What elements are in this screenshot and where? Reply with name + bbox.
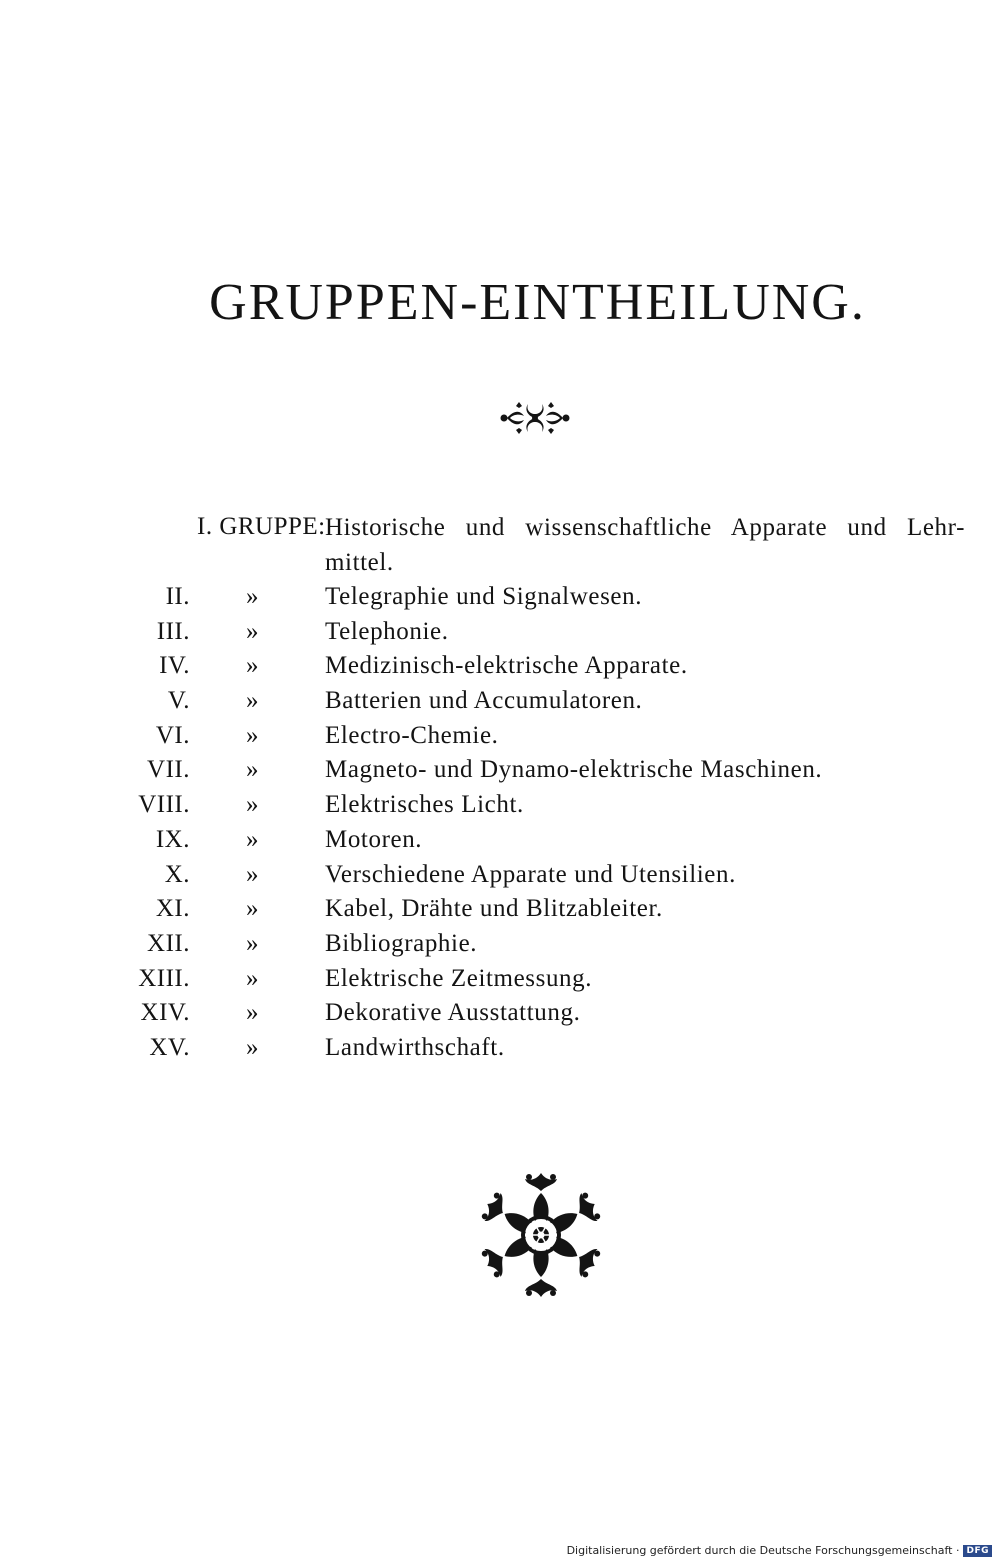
group-numeral: XIV.	[140, 999, 190, 1027]
digitization-credit	[567, 1544, 992, 1557]
group-name: Bibliographie.	[325, 929, 478, 957]
group-numeral: II.	[165, 583, 190, 610]
group-name: Magneto- und Dynamo-elektrische Maschinen.	[325, 756, 823, 784]
group-name: Motoren.	[325, 825, 423, 853]
group-numeral: XIII.	[138, 964, 190, 992]
ditto-mark: »	[246, 721, 259, 749]
group-name: Elektrische Zeitmessung.	[325, 964, 593, 992]
group-numeral: XII.	[147, 929, 190, 957]
group-numeral: X.	[164, 860, 190, 888]
list-item	[0, 684, 1000, 719]
ditto-mark: »	[246, 687, 259, 715]
ditto-mark: »	[246, 652, 259, 680]
group-numeral: XV.	[149, 1033, 190, 1061]
group-numeral: VII.	[147, 756, 190, 784]
group-name: Kabel, Drähte und Blitzableiter.	[325, 895, 663, 923]
list-item	[0, 892, 1000, 927]
group-name: Electro-Chemie.	[325, 721, 499, 749]
group-numeral: VIII.	[138, 791, 190, 819]
list-item	[0, 996, 1000, 1031]
group-numeral: III.	[156, 617, 190, 645]
fleuron-ornament-icon	[498, 398, 572, 438]
group-list	[0, 510, 1000, 1066]
ditto-mark: »	[246, 791, 259, 819]
ditto-mark: »	[246, 999, 259, 1027]
ditto-mark: »	[246, 860, 259, 888]
group-numeral: XI.	[155, 895, 190, 923]
list-item	[0, 823, 1000, 858]
group-name: Telephonie.	[325, 617, 449, 645]
group-name: Batterien und Accumulatoren.	[325, 687, 643, 715]
group-numeral: V.	[167, 687, 190, 715]
group-numeral: IV.	[159, 652, 190, 680]
list-item	[0, 510, 1000, 580]
credit-text: Digitalisierung gefördert durch die Deutsche Forschungsgemeinschaft ·	[566, 1544, 960, 1557]
page-title: GRUPPEN-EINTHEILUNG.	[209, 274, 866, 331]
list-item	[0, 753, 1000, 788]
ditto-mark: »	[246, 756, 259, 784]
group-name: Medizinisch-elektrische Apparate.	[325, 652, 688, 680]
group-label: I. GRUPPE:	[197, 513, 326, 540]
ditto-mark: »	[246, 964, 259, 992]
list-item	[0, 788, 1000, 823]
list-item	[0, 927, 1000, 962]
ditto-mark: »	[246, 1033, 259, 1061]
star-ornament-icon	[477, 1170, 605, 1300]
dfg-logo-icon: DFG	[963, 1545, 992, 1557]
list-item	[0, 649, 1000, 684]
group-numeral: IX.	[155, 825, 190, 853]
list-item	[0, 580, 1000, 615]
list-item	[0, 719, 1000, 754]
list-item	[0, 1031, 1000, 1066]
ditto-mark: »	[246, 929, 259, 957]
ditto-mark: »	[246, 895, 259, 923]
ditto-mark: »	[246, 583, 259, 610]
group-name: Landwirthschaft.	[325, 1033, 505, 1061]
list-item	[0, 858, 1000, 893]
group-name: Elektrisches Licht.	[325, 791, 524, 819]
group-name: Verschiedene Apparate und Utensilien.	[325, 860, 736, 888]
group-name: Historische und wissenschaftliche Apparate und Lehr-mittel.	[325, 514, 965, 576]
ditto-mark: »	[246, 617, 259, 645]
ditto-mark: »	[246, 825, 259, 853]
list-item	[0, 615, 1000, 650]
group-name: Dekorative Ausstattung.	[325, 999, 581, 1027]
list-item	[0, 962, 1000, 997]
group-numeral: VI.	[155, 721, 190, 749]
group-name: Telegraphie und Signalwesen.	[325, 583, 643, 610]
